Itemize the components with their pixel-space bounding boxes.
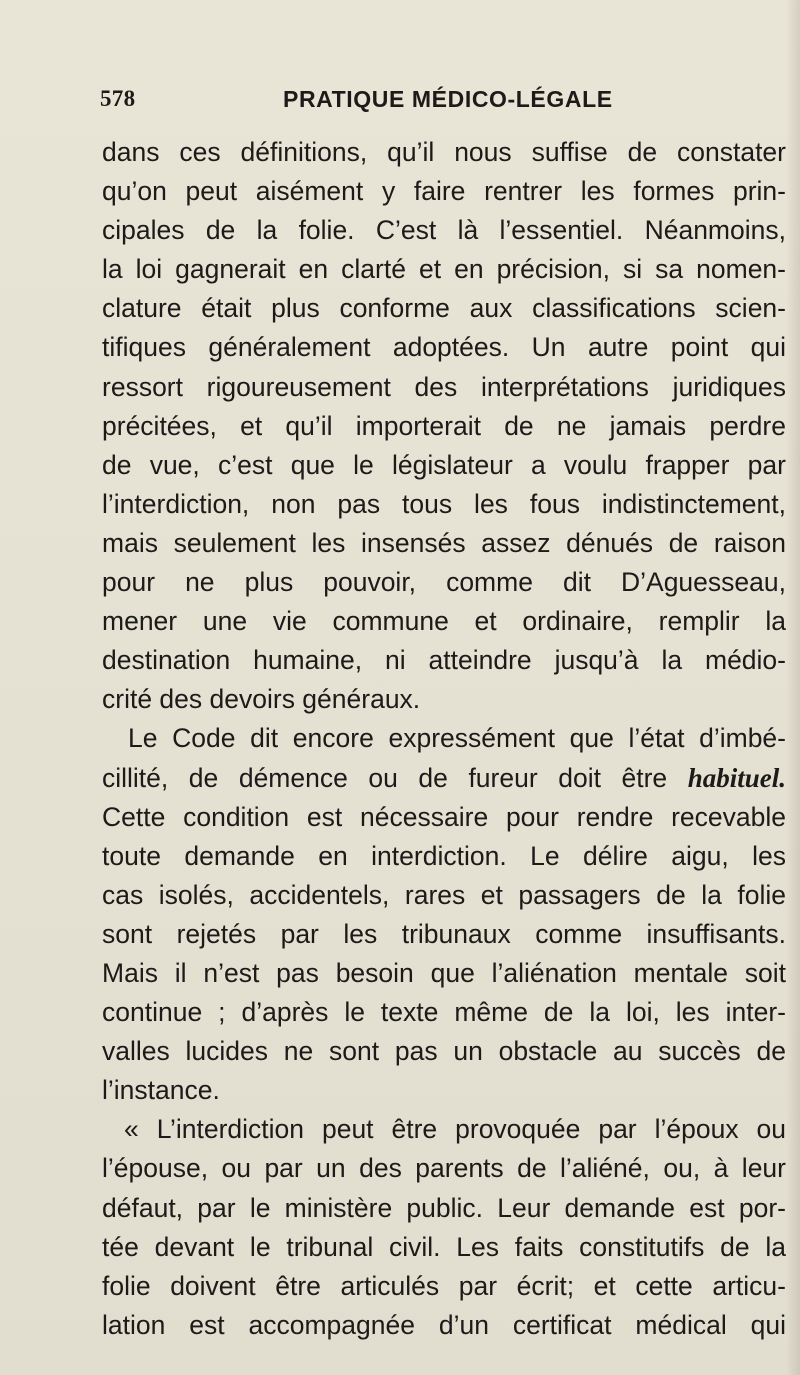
text-line: cas isolés, accidentels, rares et passagers de la folie: [102, 879, 786, 910]
text-line: tifiques généralement adoptées. Un autre point qui: [102, 332, 786, 363]
text-line: cipales de la folie. C’est là l’essentiel. Néanmoins,: [102, 215, 786, 246]
text-line: défaut, par le ministère public. Leur demande est por-: [102, 1192, 786, 1223]
text-line: dans ces définitions, qu’il nous suffise de constater: [102, 137, 786, 167]
text-line: destination humaine, ni atteindre jusqu’à la médio-: [102, 645, 786, 676]
text-line: l’instance.: [102, 1075, 220, 1106]
emphasis-word: habituel.: [687, 762, 787, 793]
text-line: qu’on peut aisément y faire rentrer les formes prin-: [102, 176, 786, 207]
running-title: PRATIQUE MÉDICO-LÉGALE: [283, 86, 613, 112]
text-line: valles lucides ne sont pas un obstacle au succès de: [102, 1036, 786, 1067]
text-line: précitées, et qu’il importerait de ne jamais perdre: [102, 410, 786, 441]
running-head: [100, 86, 700, 120]
text-line: mener une vie commune et ordinaire, remplir la: [102, 606, 786, 637]
text-line: de vue, c’est que le législateur a voulu frapper par: [102, 449, 786, 480]
text-line: tée devant le tribunal civil. Les faits constitutifs de la: [102, 1231, 786, 1262]
page-edge-shadow: [786, 0, 800, 1375]
text-line: pour ne plus pouvoir, comme dit D’Aguesseau,: [102, 567, 786, 598]
text-line-with-emphasis: [102, 759, 786, 798]
text-line: clature était plus conforme aux classifications scien-: [102, 293, 786, 324]
text-line: lation est accompagnée d’un certificat médical qui: [102, 1309, 786, 1340]
text-line: Mais il n’est pas besoin que l’aliénation mentale soit: [102, 957, 786, 988]
text-line: Le Code dit encore expressément que l’état d’imbé-: [128, 723, 786, 754]
text-line: folie doivent être articulés par écrit; et cette articu-: [102, 1270, 786, 1301]
text-line: ressort rigoureusement des interprétations juridiques: [102, 371, 786, 402]
text-line: sont rejetés par les tribunaux comme insuffisants.: [102, 918, 786, 949]
text-line: l’épouse, ou par un des parents de l’aliéné, ou, à leur: [102, 1153, 786, 1184]
text-segment: cillité, de démence ou de fureur doit être: [102, 762, 668, 793]
text-line: continue ; d’après le texte même de la loi, les inter-: [102, 997, 786, 1028]
text-line: « L’interdiction peut être provoquée par l’époux ou: [124, 1114, 786, 1145]
text-line: la loi gagnerait en clarté et en précision, si sa nomen-: [102, 254, 786, 285]
text-line: mais seulement les insensés assez dénués de raison: [102, 527, 786, 558]
text-line: toute demande en interdiction. Le délire aigu, les: [102, 840, 786, 871]
text-line: crité des devoirs généraux.: [102, 684, 421, 715]
text-line: l’interdiction, non pas tous les fous indistinctement,: [102, 488, 786, 519]
text-line: Cette condition est nécessaire pour rendre recevable: [102, 801, 786, 832]
body-text: [102, 133, 786, 1345]
page-number: 578: [100, 86, 136, 111]
